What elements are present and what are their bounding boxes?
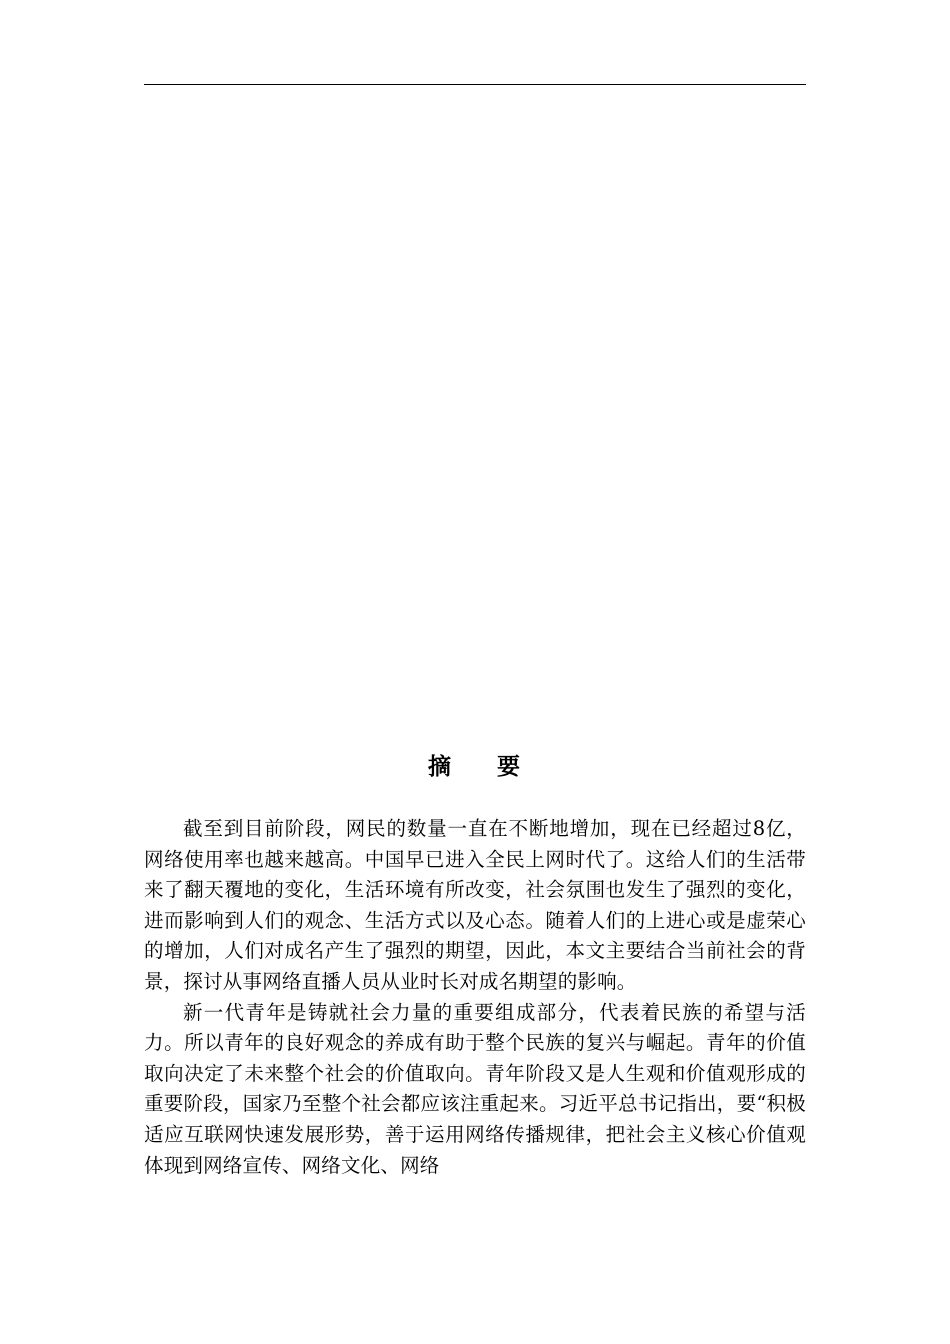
abstract-body xyxy=(144,814,806,1181)
abstract-paragraph-1: 截至到目前阶段，网民的数量一直在不断地增加，现在已经超过8亿，网络使用率也越来越高。中国早已进入全民上网时代了。这给人们的生活带来了翻天覆地的变化，生活环境有所改变，社会氛围也发生了强烈的变化，进而影响到人们的观念、生活方式以及心态。随着人们的上进心或是虚荣心的增加，人们对成名产生了强烈的期望，因此，本文主要结合当前社会的背景，探讨从事网络直播人员从业时长对成名期望的影响。 xyxy=(144,817,806,993)
abstract-title-char-1: 摘 xyxy=(428,754,453,780)
abstract-title-char-2: 要 xyxy=(497,754,522,780)
abstract-paragraph-2: 新一代青年是铸就社会力量的重要组成部分，代表着民族的希望与活力。所以青年的良好观念的养成有助于整个民族的复兴与崛起。青年的价值取向决定了未来整个社会的价值取向。青年阶段又是人生观和价值观形成的重要阶段，国家乃至整个社会都应该注重起来。习近平总书记指出，要“积极适应互联网快速发展形势，善于运用网络传播规律，把社会主义核心价值观体现到网络宣传、网络文化、网络 xyxy=(144,1000,806,1177)
header-rule xyxy=(144,84,806,85)
abstract-title xyxy=(144,752,806,782)
